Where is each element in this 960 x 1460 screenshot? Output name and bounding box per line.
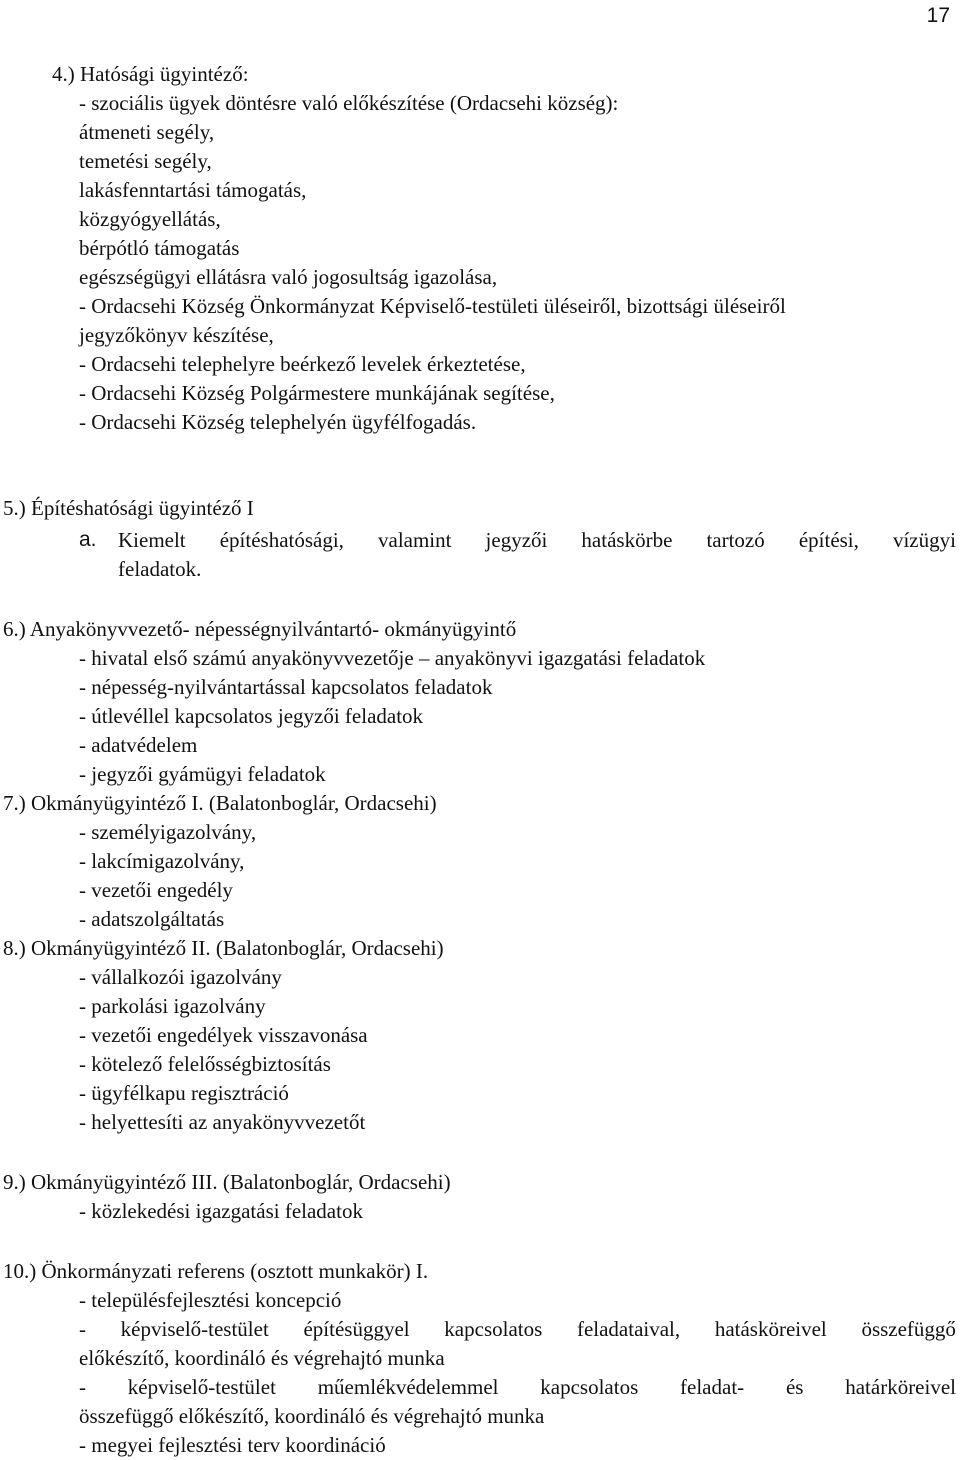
section-9-heading: 9.) Okmányügyintéző III. (Balatonboglár, Ordacsehi) [3, 1170, 451, 1194]
s9-line-1: - közlekedési igazgatási feladatok [79, 1199, 363, 1223]
s4-line-12: - Ordacsehi Község telephelyén ügyfélfogadás. [79, 410, 477, 434]
s5-word: tartozó [706, 528, 765, 552]
s5-item-continuation: feladatok. [118, 557, 202, 581]
s4-line-8: - Ordacsehi Község Önkormányzat Képviselő-testületi üléseiről, bizottsági üléseiről [79, 294, 786, 318]
s7-line-4: - adatszolgáltatás [79, 907, 225, 931]
s5-word: valamint [378, 528, 452, 552]
s10-line-3-continuation: összefüggő előkészítő, koordináló és végrehajtó munka [79, 1404, 545, 1428]
section-6-heading: 6.) Anyakönyvvezető- népességnyilvántartó- okmányügyintő [3, 617, 517, 641]
s10-word: feladat- [680, 1375, 745, 1399]
s4-line-5: közgyógyellátás, [79, 207, 221, 231]
s5-list-marker: a. [79, 528, 97, 551]
s4-line-2: átmeneti segély, [79, 120, 215, 144]
s4-line-10: - Ordacsehi telephelyre beérkező levelek érkeztetése, [79, 352, 526, 376]
s10-line-1: - településfejlesztési koncepció [79, 1288, 342, 1312]
section-5-heading: 5.) Építéshatósági ügyintéző I [3, 496, 254, 520]
s10-word: - [79, 1375, 86, 1399]
s10-line-4: - megyei fejlesztési terv koordináció [79, 1433, 386, 1457]
s10-word: összefüggő [861, 1317, 956, 1341]
s5-word: vízügyi [892, 528, 956, 552]
s10-word: hatásköreivel [714, 1317, 827, 1341]
s4-line-3: temetési segély, [79, 149, 212, 173]
s10-word: kapcsolatos [444, 1317, 543, 1341]
s5-word: építési, [798, 528, 859, 552]
s4-line-4: lakásfenntartási támogatás, [79, 178, 307, 202]
s4-line-11: - Ordacsehi Község Polgármestere munkájának segítése, [79, 381, 555, 405]
s10-word: határköreivel [845, 1375, 956, 1399]
s5-word: hatáskörbe [581, 528, 673, 552]
s6-line-4: - adatvédelem [79, 733, 198, 757]
s8-line-3: - vezetői engedélyek visszavonása [79, 1023, 368, 1047]
s10-word: feladataival, [576, 1317, 681, 1341]
s10-word: és [785, 1375, 804, 1399]
section-7-heading: 7.) Okmányügyintéző I. (Balatonboglár, Ordacsehi) [3, 791, 437, 815]
s10-word: műemlékvédelemmel [317, 1375, 499, 1399]
s7-line-2: - lakcímigazolvány, [79, 849, 245, 873]
s4-line-7: egészségügyi ellátásra való jogosultság igazolása, [79, 265, 498, 289]
s8-line-6: - helyettesíti az anyakönyvvezetőt [79, 1110, 366, 1134]
s10-line-2-continuation: előkészítő, koordináló és végrehajtó munka [79, 1346, 445, 1370]
s4-line-1: - szociális ügyek döntésre való előkészítése (Ordacsehi község): [79, 91, 619, 115]
s5-word: Kiemelt [118, 528, 186, 552]
s8-line-4: - kötelező felelősségbiztosítás [79, 1052, 331, 1076]
s10-word: építésüggyel [303, 1317, 410, 1341]
s5-item-line [118, 528, 956, 552]
s6-line-2: - népesség-nyilvántartással kapcsolatos feladatok [79, 675, 493, 699]
s6-line-3: - útlevéllel kapcsolatos jegyzői feladatok [79, 704, 424, 728]
s10-word: kapcsolatos [540, 1375, 639, 1399]
s8-line-1: - vállalkozói igazolvány [79, 965, 282, 989]
s7-line-3: - vezetői engedély [79, 878, 233, 902]
page-number: 17 [926, 4, 950, 27]
s8-line-5: - ügyfélkapu regisztráció [79, 1081, 289, 1105]
s7-line-1: - személyigazolvány, [79, 820, 257, 844]
s5-word: jegyzői [485, 528, 548, 552]
s10-word: képviselő-testület [127, 1375, 276, 1399]
s8-line-2: - parkolási igazolvány [79, 994, 266, 1018]
s6-line-1: - hivatal első számú anyakönyvvezetője – anyakönyvi igazgatási feladatok [79, 646, 706, 670]
s6-line-5: - jegyzői gyámügyi feladatok [79, 762, 326, 786]
s4-line-9: jegyzőkönyv készítése, [79, 323, 274, 347]
s10-word: képviselő-testület [120, 1317, 269, 1341]
s4-line-6: bérpótló támogatás [79, 236, 240, 260]
s10-line-2 [79, 1317, 956, 1341]
s10-word: - [79, 1317, 86, 1341]
section-8-heading: 8.) Okmányügyintéző II. (Balatonboglár, Ordacsehi) [3, 936, 444, 960]
s10-line-3 [79, 1375, 956, 1399]
section-4-heading: 4.) Hatósági ügyintéző: [52, 62, 249, 86]
section-10-heading: 10.) Önkormányzati referens (osztott munkakör) I. [3, 1259, 429, 1283]
s5-word: építéshatósági, [219, 528, 344, 552]
